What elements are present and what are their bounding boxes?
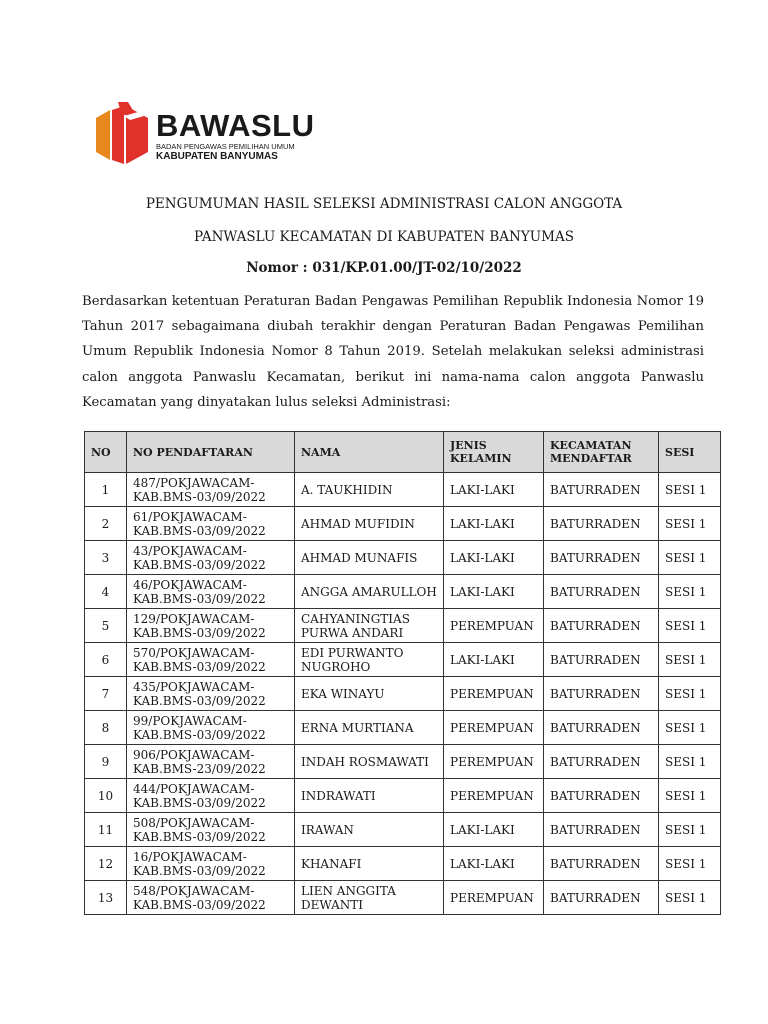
cell-registration: 61/POKJAWACAM-KAB.BMS-03/09/2022	[127, 507, 295, 541]
cell-district: BATURRADEN	[544, 507, 659, 541]
cell-district: BATURRADEN	[544, 745, 659, 779]
header-name: NAMA	[295, 432, 444, 473]
table-row	[85, 677, 721, 711]
cell-gender: PEREMPUAN	[444, 677, 544, 711]
cell-session: SESI 1	[659, 507, 721, 541]
cell-name: EDI PURWANTO NUGROHO	[295, 643, 444, 677]
cell-session: SESI 1	[659, 847, 721, 881]
cell-no: 2	[85, 507, 127, 541]
cell-name: KHANAFI	[295, 847, 444, 881]
announcement-number: Nomor : 031/KP.01.00/JT-02/10/2022	[246, 260, 522, 276]
cell-gender: LAKI-LAKI	[444, 813, 544, 847]
cell-gender: PEREMPUAN	[444, 779, 544, 813]
cell-registration: 906/POKJAWACAM-KAB.BMS-23/09/2022	[127, 745, 295, 779]
intro-paragraph: Berdasarkan ketentuan Peraturan Badan Pengawas Pemilihan Republik Indonesia Nomor 19 Tahun 2017 sebagaimana diubah terakhir dengan Peraturan Badan Pengawas Pemilihan Umum Republik Indonesia Nomor 8 Tahun 2019. Setelah melakukan seleksi administrasi calon anggota Panwaslu Kecamatan, berikut ini nama-nama calon anggota Panwaslu Kecamatan yang dinyatakan lulus seleksi Administrasi:	[82, 294, 704, 410]
table-row	[85, 473, 721, 507]
cell-no: 5	[85, 609, 127, 643]
cell-district: BATURRADEN	[544, 643, 659, 677]
cell-session: SESI 1	[659, 745, 721, 779]
cell-gender: LAKI-LAKI	[444, 575, 544, 609]
cell-no: 11	[85, 813, 127, 847]
table-row	[85, 643, 721, 677]
logo-region: KABUPATEN BANYUMAS	[156, 151, 278, 162]
cell-district: BATURRADEN	[544, 677, 659, 711]
cell-no: 4	[85, 575, 127, 609]
cell-session: SESI 1	[659, 643, 721, 677]
cell-gender: PEREMPUAN	[444, 745, 544, 779]
cell-gender: LAKI-LAKI	[444, 643, 544, 677]
cell-district: BATURRADEN	[544, 609, 659, 643]
logo-title: BAWASLU	[156, 108, 315, 143]
cell-gender: PEREMPUAN	[444, 881, 544, 915]
cell-session: SESI 1	[659, 813, 721, 847]
cell-no: 12	[85, 847, 127, 881]
cell-gender: PEREMPUAN	[444, 609, 544, 643]
cell-name: IRAWAN	[295, 813, 444, 847]
cell-session: SESI 1	[659, 575, 721, 609]
header-district: KECAMATAN MENDAFTAR	[544, 432, 659, 473]
table-row	[85, 711, 721, 745]
table-row	[85, 541, 721, 575]
cell-name: LIEN ANGGITA DEWANTI	[295, 881, 444, 915]
cell-gender: LAKI-LAKI	[444, 847, 544, 881]
header-session: SESI	[659, 432, 721, 473]
cell-gender: LAKI-LAKI	[444, 473, 544, 507]
table-row	[85, 847, 721, 881]
cell-name: INDAH ROSMAWATI	[295, 745, 444, 779]
table-row	[85, 745, 721, 779]
cell-session: SESI 1	[659, 677, 721, 711]
table-row	[85, 779, 721, 813]
cell-session: SESI 1	[659, 779, 721, 813]
cell-district: BATURRADEN	[544, 779, 659, 813]
cell-registration: 129/POKJAWACAM-KAB.BMS-03/09/2022	[127, 609, 295, 643]
table-row	[85, 881, 721, 915]
table-row	[85, 813, 721, 847]
cell-name: ANGGA AMARULLOH	[295, 575, 444, 609]
cell-session: SESI 1	[659, 609, 721, 643]
cell-no: 7	[85, 677, 127, 711]
cell-no: 10	[85, 779, 127, 813]
cell-district: BATURRADEN	[544, 847, 659, 881]
announcement-subtitle: PANWASLU KECAMATAN DI KABUPATEN BANYUMAS	[194, 229, 574, 245]
cell-gender: PEREMPUAN	[444, 711, 544, 745]
cell-no: 3	[85, 541, 127, 575]
cell-district: BATURRADEN	[544, 473, 659, 507]
cell-registration: 444/POKJAWACAM-KAB.BMS-03/09/2022	[127, 779, 295, 813]
results-table	[84, 431, 721, 915]
cell-name: ERNA MURTIANA	[295, 711, 444, 745]
cell-name: A. TAUKHIDIN	[295, 473, 444, 507]
table-row	[85, 507, 721, 541]
cell-registration: 570/POKJAWACAM-KAB.BMS-03/09/2022	[127, 643, 295, 677]
cell-registration: 43/POKJAWACAM-KAB.BMS-03/09/2022	[127, 541, 295, 575]
announcement-title: PENGUMUMAN HASIL SELEKSI ADMINISTRASI CALON ANGGOTA	[145, 196, 623, 212]
cell-registration: 548/POKJAWACAM-KAB.BMS-03/09/2022	[127, 881, 295, 915]
cell-name: CAHYANINGTIAS PURWA ANDARI	[295, 609, 444, 643]
table-header-row	[85, 432, 721, 473]
cell-gender: LAKI-LAKI	[444, 507, 544, 541]
ballot-box-icon	[94, 102, 152, 168]
logo-subtitle: BADAN PENGAWAS PEMILIHAN UMUM	[156, 142, 295, 151]
cell-name: AHMAD MUFIDIN	[295, 507, 444, 541]
cell-gender: LAKI-LAKI	[444, 541, 544, 575]
cell-registration: 487/POKJAWACAM-KAB.BMS-03/09/2022	[127, 473, 295, 507]
cell-no: 8	[85, 711, 127, 745]
cell-session: SESI 1	[659, 541, 721, 575]
header-registration: NO PENDAFTARAN	[127, 432, 295, 473]
cell-name: AHMAD MUNAFIS	[295, 541, 444, 575]
cell-registration: 99/POKJAWACAM-KAB.BMS-03/09/2022	[127, 711, 295, 745]
cell-no: 9	[85, 745, 127, 779]
cell-registration: 46/POKJAWACAM-KAB.BMS-03/09/2022	[127, 575, 295, 609]
cell-name: INDRAWATI	[295, 779, 444, 813]
cell-name: EKA WINAYU	[295, 677, 444, 711]
cell-session: SESI 1	[659, 711, 721, 745]
cell-registration: 508/POKJAWACAM-KAB.BMS-03/09/2022	[127, 813, 295, 847]
cell-district: BATURRADEN	[544, 711, 659, 745]
cell-registration: 435/POKJAWACAM-KAB.BMS-03/09/2022	[127, 677, 295, 711]
cell-district: BATURRADEN	[544, 881, 659, 915]
header-gender: JENIS KELAMIN	[444, 432, 544, 473]
cell-no: 6	[85, 643, 127, 677]
table-row	[85, 609, 721, 643]
cell-district: BATURRADEN	[544, 813, 659, 847]
cell-no: 13	[85, 881, 127, 915]
cell-registration: 16/POKJAWACAM-KAB.BMS-03/09/2022	[127, 847, 295, 881]
bawaslu-logo	[94, 102, 315, 168]
cell-no: 1	[85, 473, 127, 507]
cell-district: BATURRADEN	[544, 541, 659, 575]
header-no: NO	[85, 432, 127, 473]
cell-district: BATURRADEN	[544, 575, 659, 609]
cell-session: SESI 1	[659, 881, 721, 915]
table-row	[85, 575, 721, 609]
cell-session: SESI 1	[659, 473, 721, 507]
